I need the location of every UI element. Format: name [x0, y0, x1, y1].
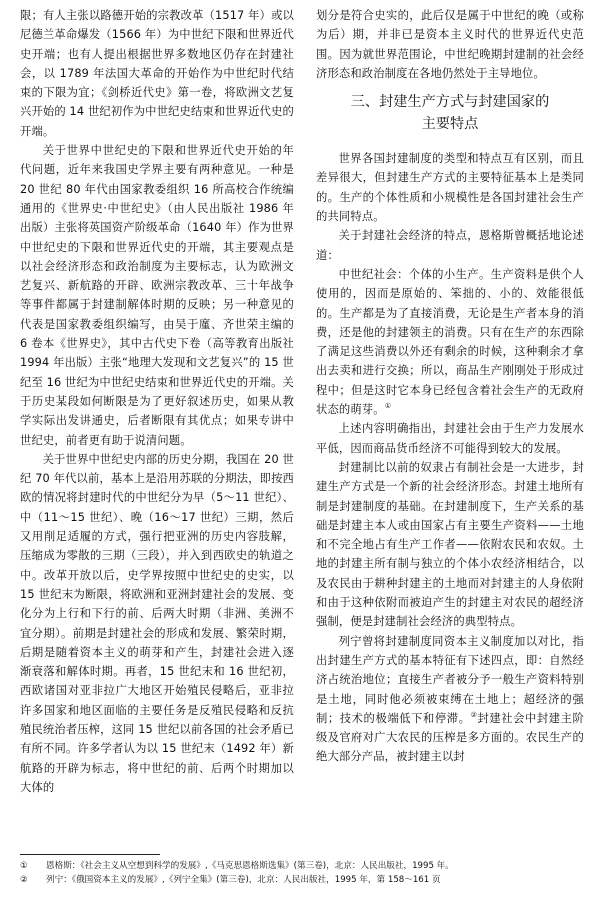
paragraph-internal-periodization: 关于世界中世纪史内部的历史分期，我国在 20 世纪 70 年代以前，基本上是沿用苏联的分期法，即按西欧的情况将封建时代的中世纪分为早（5～11 世纪）、中（11～15 世纪）、晚（16～17 世纪）三期，然后又用削足适履的方式，强行把亚洲的历史内容肢解，压缩成为零散的三期（三段），并入到西欧史的轨道之中。改革开放以后，史学界按照中世纪史的史实，以 15 世纪末为断限，将欧洲和亚洲封建社会的发展、变化分为上行和下行的前、后两大时期（非洲、美洲不宜分期）。前期是封建社会的形成和发展、繁荣时期，后期是随着资本主义的萌芽和产生，封建社会进入逐渐衰落和解体时期。再者，15 世纪末和 16 世纪初，西欧诸国对亚非拉广大地区开始殖民侵略后，亚非拉许多国家和地区面临的主要任务是反殖民侵略和反抗殖民统治者压榨，这同 15 世纪以前各国的社会矛盾已有所不同。许多学者认为以 15 世纪末（1492 年）新航路的开辟为标志，将中世纪的前、后两个时期加以大体的 [20, 452, 294, 794]
footnote-divider [20, 854, 160, 855]
paragraph-feudal-land-ownership: 封建制比以前的奴隶占有制社会是一大进步，封建生产方式是一个新的社会经济形态。封建土地所有制是封建制度的基础。在封建制度下，生产关系的基础是封建主本人或由国家占有主要生产资料——土地和不完全地占有生产工作者——依附农民和农奴。土地的封建主所有制与独立的个体小农经济相结合，以及农民由于耕种封建主的土地而对封建主的人身依附和由于这种依附而被迫产生的封建主对农民的超经济强制，便是封建制社会经济的典型特点。 [316, 460, 584, 629]
footnote-marker-1[interactable]: ① [384, 402, 392, 411]
paragraph-common-features: 世界各国封建制度的类型和特点互有区别，而且差异很大，但封建生产方式的主要特征基本上是类同的。生产的个体性质和小规模性是各国封建社会生产的共同特点。 [316, 152, 584, 224]
engels-quote-text: 中世纪社会：个体的小生产。生产资料是供个人使用的，因而是原始的、笨拙的、小的、效能很低的。生产都是为了直接消费，无论是生产者本身的消费，还是他的封建领主的消费。只有在生产的东西除了满足这些消费以外还有剩余的时候，这种剩余才拿出去卖和进行交换；所以，商品生产刚刚处于形成过程中；但是这时它本身已经包含着社会生产的无政府状态的萌芽。 [316, 267, 584, 417]
engels-quote [316, 265, 584, 419]
footnote-2-number: ② [20, 875, 28, 885]
left-column [20, 6, 294, 797]
paragraph-commodity-economy: 上述内容明确指出，封建社会由于生产力发展水平低，因而商品货币经济不可能得到较大的发展。 [316, 422, 584, 455]
lenin-features-continuation: 封建社会中封建主阶级及官府对广大农民的压榨是多方面的。农民生产的绝大部分产品，被封建主以封 [316, 711, 584, 764]
paragraph-periodization-debate: 关于世界中世纪史的下限和世界近代史开始的年代问题，近年来我国史学界主要有两种意见。一种是 20 世纪 80 年代由国家教委组织 16 所高校合作统编通用的《世界史·中世纪史》（由人民出版社 1986 年出版）主张将英国资产阶级革命（1640 年）作为世界中世纪史的下限和世界近代史的开端，其主要观点是以社会经济形态和政治制度为主要标志，认为欧洲文艺复兴、新航路的开辟、欧洲宗教改革、三十年战争等事件都属于封建制解体时期的反映；另一种意见的代表是国家教委组织编写，由吴于廑、齐世荣主编的 6 卷本《世界史》，其中古代史下卷（高等教育出版社 1994 年出版）主张“地理大发现和文艺复兴”的 15 世纪至 16 世纪为中世纪史结束和世界近代史的开端。关于历史某段如何断限是为了更好叙述历史，如果从教学实际出发讲通史，后者断限有其优点；如果专讲中世纪史，前者更有助于说清问题。 [20, 144, 294, 447]
footnotes [20, 859, 584, 887]
footnote-2-text: 列宁：《俄国资本主义的发展》,《列宁全集》(第三卷)，北京：人民出版社，1995 年，第 158～161 页 [46, 875, 441, 885]
right-column [316, 6, 584, 767]
footnote-1 [20, 859, 584, 873]
section-heading-line-2: 主要特点 [421, 116, 479, 133]
footnote-2 [20, 873, 584, 887]
footnote-marker-2[interactable]: ② [470, 711, 478, 720]
paragraph-continuation: 限；有人主张以路德开始的宗教改革（1517 年）或以尼德兰革命爆发（1566 年）为中世纪下限和世界近代史开端；也有人提出根据世界多数地区仍存在封建社会，以 1789 年法国大革命的开始作为中世纪时代结束的下限为宜；《剑桥近代史》第一卷，将欧洲文艺复兴开始的 14 世纪初作为中世纪史结束和世界近代史的开端。 [20, 9, 294, 138]
section-heading-line-1: 三、封建生产方式与封建国家的 [350, 94, 550, 111]
paragraph-engels-intro: 关于封建社会经济的特点，恩格斯曾概括地论述道： [316, 229, 584, 262]
footnote-1-number: ① [20, 861, 28, 871]
paragraph-lenin-features [316, 632, 584, 767]
section-heading [316, 91, 584, 135]
lenin-features-text: 列宁曾将封建制度同资本主义制度加以对比，指出封建生产方式的基本特征有下述四点，即：自然经济占统治地位；直接生产者被分予一般生产资料特别是土地，同时他必须被束缚在土地上；超经济的强制；技术的极端低下和停滞。 [316, 634, 584, 725]
paragraph-continuation-right: 划分是符合史实的，此后仅是属于中世纪的晚（或称为后）期，并非已是资本主义时代的世界近代史范围。因为就世界范围论，中世纪晚期封建制的社会经济形态和政治制度在各地仍然处于主导地位。 [316, 9, 584, 80]
footnote-1-text: 恩格斯：《社会主义从空想到科学的发展》,《马克思恩格斯选集》(第三卷)，北京：人民出版社，1995 年。 [46, 861, 454, 871]
